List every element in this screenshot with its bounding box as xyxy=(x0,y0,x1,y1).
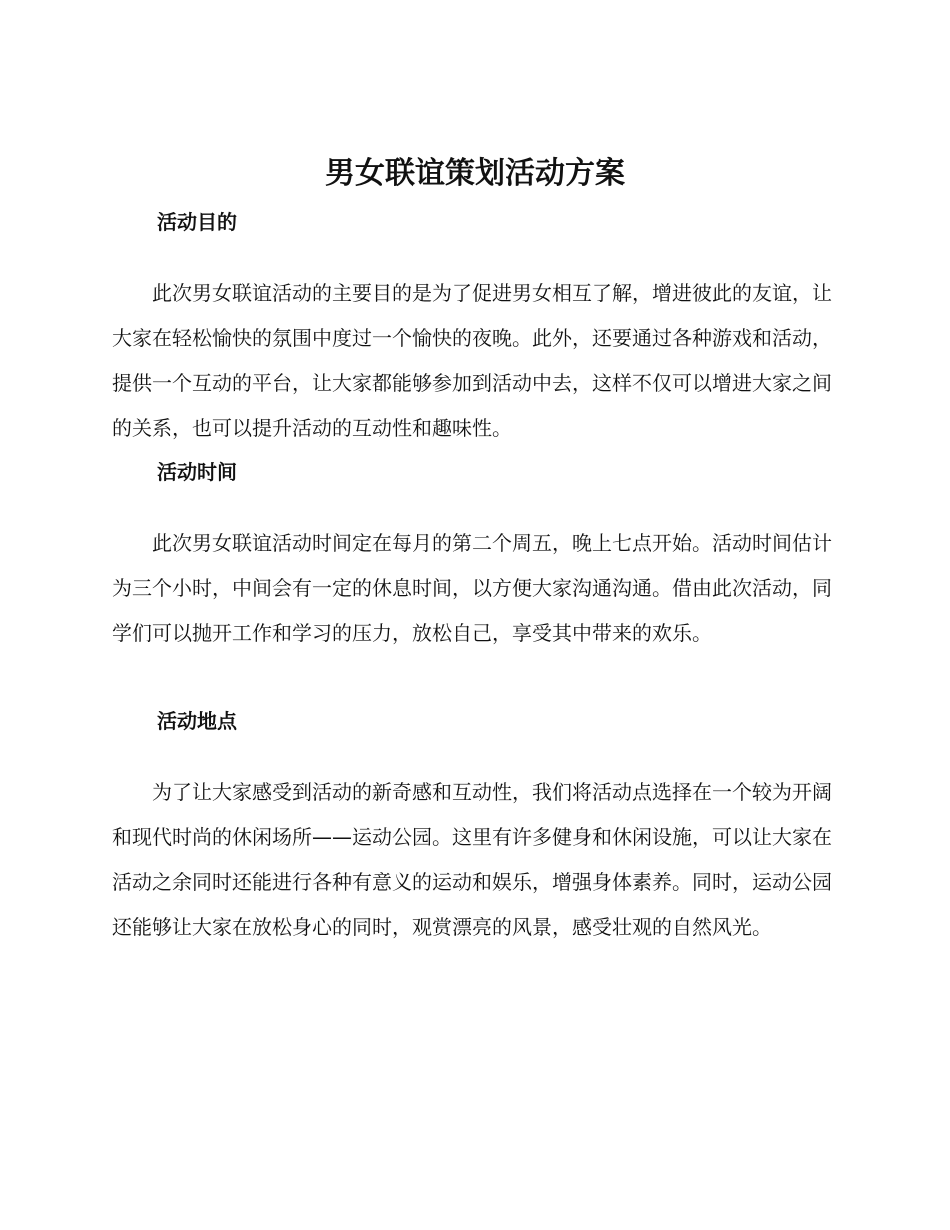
section-heading: 活动地点 xyxy=(157,709,237,733)
document-title: 男女联谊策划活动方案 xyxy=(325,156,625,191)
section-heading: 活动时间 xyxy=(157,460,237,484)
section-activity-purpose xyxy=(112,208,832,451)
section-activity-location xyxy=(112,707,832,950)
section-paragraph: 此次男女联谊活动的主要目的是为了促进男女相互了解，增进彼此的友谊，让大家在轻松愉快的氛围中度过一个愉快的夜晚。此外，还要通过各种游戏和活动，提供一个互动的平台，让大家都能够参加到活动中去，这样不仅可以增进大家之间的关系，也可以提升活动的互动性和趣味性。 xyxy=(112,281,832,440)
section-paragraph: 此次男女联谊活动时间定在每月的第二个周五，晚上七点开始。活动时间估计为三个小时，中间会有一定的休息时间，以方便大家沟通沟通。借由此次活动，同学们可以抛开工作和学习的压力，放松自己，享受其中带来的欢乐。 xyxy=(112,531,832,645)
section-heading: 活动目的 xyxy=(157,210,237,234)
section-paragraph: 为了让大家感受到活动的新奇感和互动性，我们将活动点选择在一个较为开阔和现代时尚的休闲场所——运动公园。这里有许多健身和休闲设施，可以让大家在活动之余同时还能进行各种有意义的运动和娱乐，增强身体素养。同时，运动公园还能够让大家在放松身心的同时，观赏漂亮的风景，感受壮观的自然风光。 xyxy=(112,780,832,939)
section-activity-time xyxy=(112,458,832,656)
